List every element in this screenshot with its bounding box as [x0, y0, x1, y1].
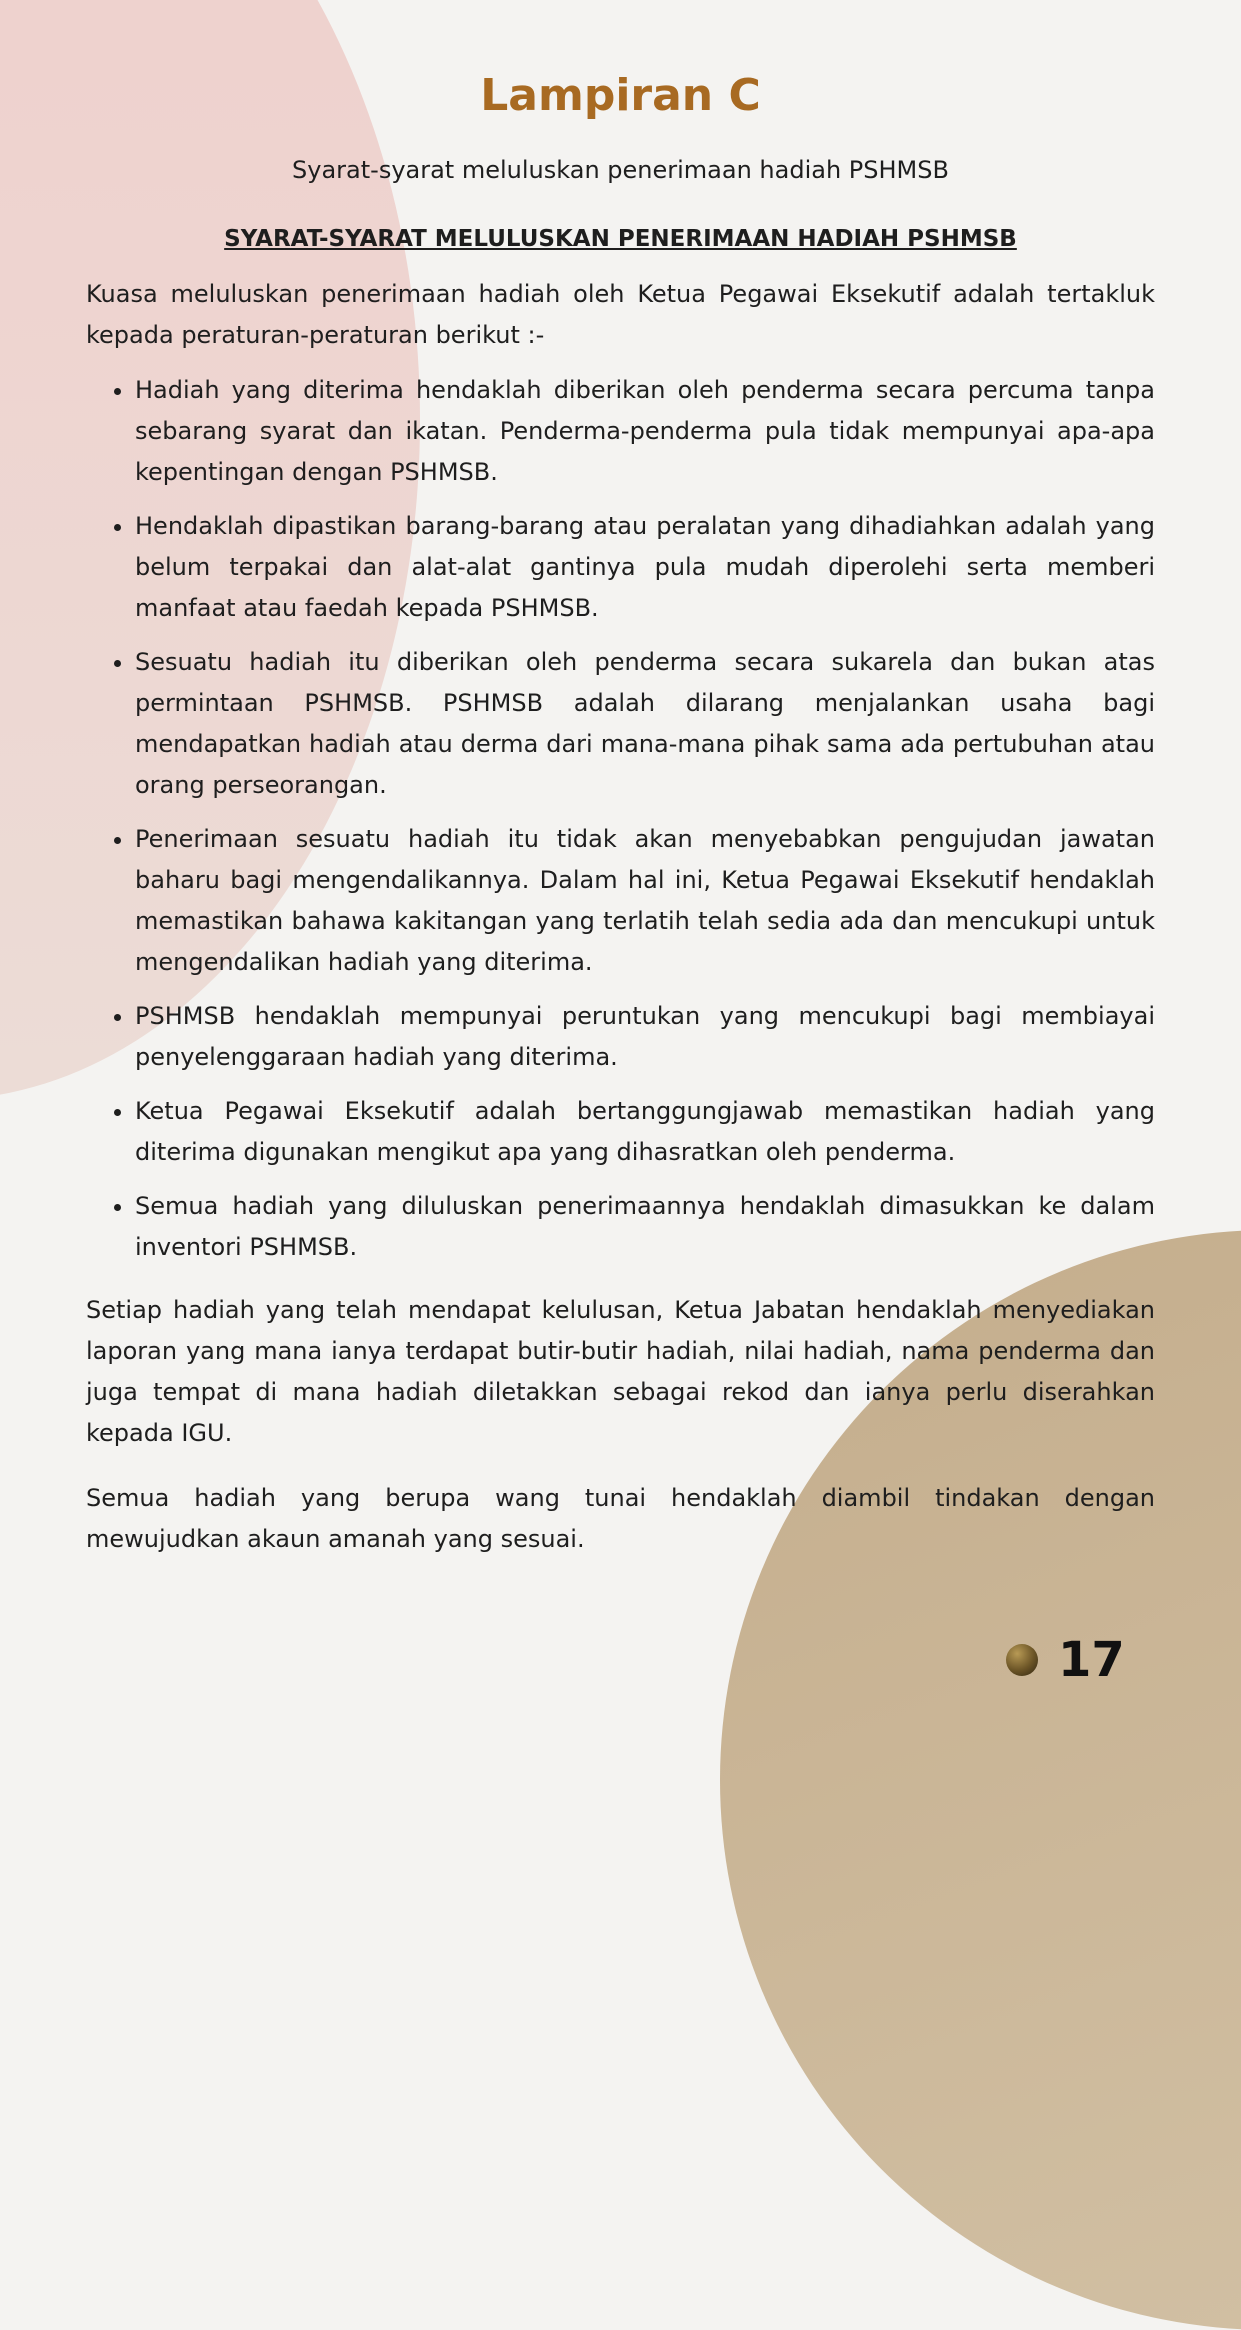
page-dot-icon [1006, 1644, 1038, 1676]
list-item: • PSHMSB hendaklah mempunyai peruntukan yang mencukupi bagi membiayai penyelenggaraan hadiah yang diterima. [135, 996, 1155, 1078]
body-paragraph: Semua hadiah yang berupa wang tunai hendaklah diambil tindakan dengan mewujudkan akaun amanah yang sesuai. [86, 1484, 1155, 1553]
page-number: 17 [1058, 1632, 1125, 1688]
list-item: • Ketua Pegawai Eksekutif adalah bertanggungjawab memastikan hadiah yang diterima digunakan mengikut apa yang dihasratkan oleh penderma. [135, 1091, 1155, 1173]
list-item: • Hadiah yang diterima hendaklah diberikan oleh penderma secara percuma tanpa sebarang syarat dan ikatan. Penderma-penderma pula tidak mempunyai apa-apa kepentingan dengan PSHMSB. [135, 370, 1155, 493]
page-title: Lampiran C [480, 70, 761, 121]
intro-paragraph: Kuasa meluluskan penerimaan hadiah oleh Ketua Pegawai Eksekutif adalah tertakluk kepada peraturan-peraturan berikut :- [86, 280, 1155, 349]
section-heading: SYARAT-SYARAT MELULUSKAN PENERIMAAN HADIAH PSHMSB [224, 226, 1017, 252]
list-item: • Penerimaan sesuatu hadiah itu tidak akan menyebabkan pengujudan jawatan baharu bagi mengendalikannya. Dalam hal ini, Ketua Pegawai Eksekutif hendaklah memastikan bahawa kakitangan yang terlatih telah sedia ada dan mencukupi untuk mengendalikan hadiah yang diterima. [135, 819, 1155, 983]
document-body [86, 274, 1155, 1584]
rules-list [86, 370, 1155, 1268]
list-item: • Hendaklah dipastikan barang-barang atau peralatan yang dihadiahkan adalah yang belum terpakai dan alat-alat gantinya pula mudah diperolehi serta memberi manfaat atau faedah kepada PSHMSB. [135, 506, 1155, 629]
list-item: • Sesuatu hadiah itu diberikan oleh penderma secara sukarela dan bukan atas permintaan PSHMSB. PSHMSB adalah dilarang menjalankan usaha bagi mendapatkan hadiah atau derma dari mana-mana pihak sama ada pertubuhan atau orang perseorangan. [135, 642, 1155, 806]
page-subtitle: Syarat-syarat meluluskan penerimaan hadiah PSHMSB [292, 156, 949, 184]
list-item: • Semua hadiah yang diluluskan penerimaannya hendaklah dimasukkan ke dalam inventori PSHMSB. [135, 1186, 1155, 1268]
body-paragraph: Setiap hadiah yang telah mendapat kelulusan, Ketua Jabatan hendaklah menyediakan laporan yang mana ianya terdapat butir-butir hadiah, nilai hadiah, nama penderma dan juga tempat di mana hadiah diletakkan sebagai rekod dan ianya perlu diserahkan kepada IGU. [86, 1296, 1155, 1447]
